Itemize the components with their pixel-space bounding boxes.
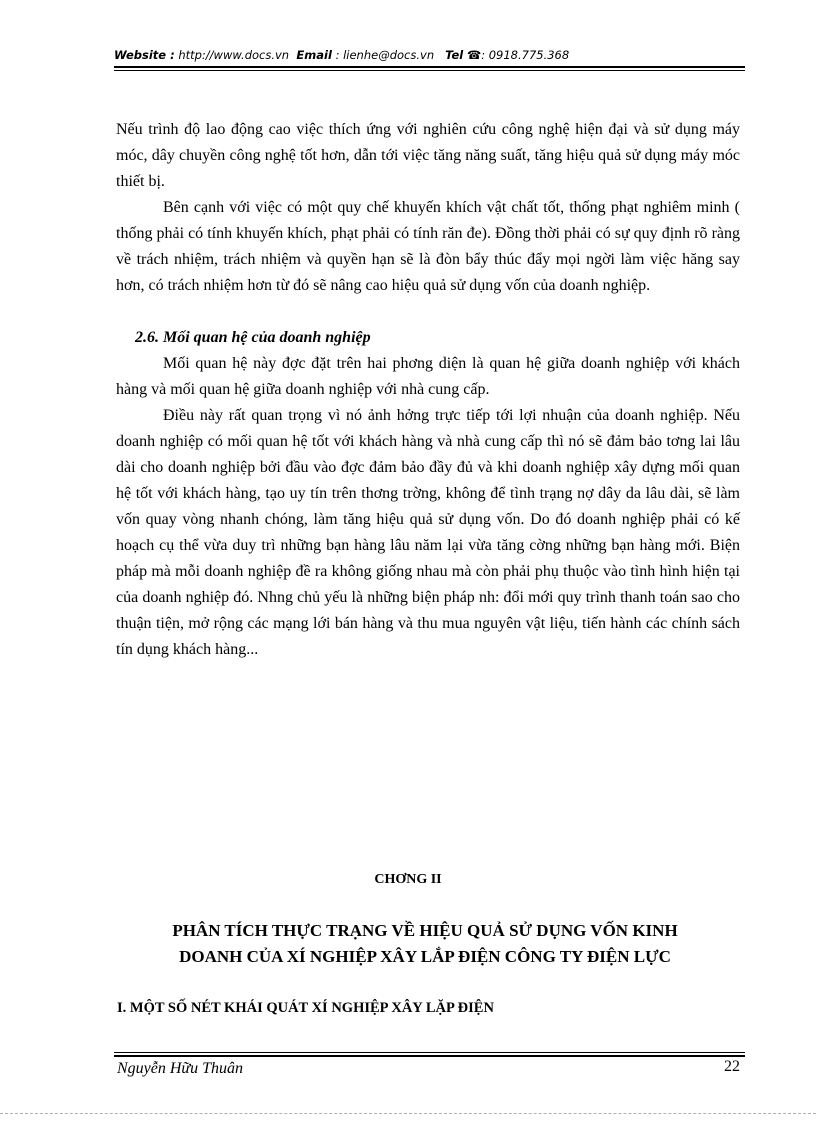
website-label: Website : (114, 48, 175, 62)
paragraph: Bên cạnh với việc có một quy chế khuyến khích vật chất tốt, thống phạt nghiêm minh ( thống phải có tính khuyến khích, phạt phải có tính răn đe). Đồng thời phải có sự quy định rõ ràng về trách nhiệm, trách nhiệm và quyền hạn sẽ là đòn bẩy thúc đẩy mọi ngời làm việc hăng say hơn, có trách nhiệm hơn từ đó sẽ nâng cao hiệu quả sử dụng vốn của doanh nghiệp. (116, 199, 740, 294)
phone-icon: ☎ (466, 48, 482, 62)
page-number: 22 (724, 1058, 740, 1075)
section-one-heading: I. MỘT SỐ NÉT KHÁI QUÁT XÍ NGHIỆP XÂY LẶP ĐIỆN (117, 1000, 494, 1016)
chapter-title-line-1: PHÂN TÍCH THỰC TRẠNG VỀ HIỆU QUẢ SỬ DỤNG VỐN KINH (172, 921, 678, 940)
chapter-title (120, 918, 730, 970)
email-value: : lienhe@docs.vn (335, 48, 435, 62)
page-break-line (0, 1113, 816, 1114)
paragraph: Mối quan hệ này đợc đặt trên hai phơng diện là quan hệ giữa doanh nghiệp với khách hàng và mối quan hệ giữa doanh nghiệp với nhà cung cấp. (116, 355, 740, 398)
chapter-title-line-2: DOANH CỦA XÍ NGHIỆP XÂY LẮP ĐIỆN CÔNG TY ĐIỆN LỰC (179, 947, 671, 966)
header-rule-thick (114, 66, 745, 68)
tel-value: : 0918.775.368 (481, 48, 570, 62)
footer-rule-thin (114, 1052, 745, 1053)
section-heading: 2.6. Mối quan hệ của doanh nghiệp (135, 329, 371, 346)
website-value: http://www.docs.vn (178, 48, 290, 62)
footer-rule-thick (114, 1055, 745, 1057)
email-label: Email (296, 48, 332, 62)
section-2-6 (116, 325, 740, 663)
tel-label: Tel (445, 48, 464, 62)
header-rule-thin (114, 70, 745, 71)
footer-author: Nguyễn Hữu Thuân (117, 1060, 244, 1077)
page-header (114, 48, 744, 62)
body-text-top (116, 117, 740, 299)
paragraph: Nếu trình độ lao động cao việc thích ứng với nghiên cứu công nghệ hiện đại và sử dụng máy móc, dây chuyền công nghệ tốt hơn, dẫn tới việc tăng năng suất, tăng hiệu quả sử dụng máy móc thiết bị. (116, 121, 740, 190)
chapter-label: CHƠNG II (374, 872, 442, 887)
paragraph: Điều này rất quan trọng vì nó ảnh hởng trực tiếp tới lợi nhuận của doanh nghiệp. Nếu doanh nghiệp có mối quan hệ tốt với khách hàng và nhà cung cấp thì nó sẽ đảm bảo tơng lai lâu dài cho doanh nghiệp bởi đầu vào đợc đảm bảo đầy đủ và khi doanh nghiệp xây dựng mối quan hệ tốt với khách hàng, tạo uy tín trên thơng trờng, không để tình trạng nợ dây da lâu dài, sẽ làm vốn quay vòng nhanh chóng, làm tăng hiệu quả sử dụng vốn. Do đó doanh nghiệp phải có kế hoạch cụ thể vừa duy trì những bạn hàng lâu năm lại vừa tăng cờng những bạn hàng mới. Biện pháp mà mỗi doanh nghiệp đề ra không giống nhau mà còn phải phụ thuộc vào tình hình hiện tại của doanh nghiệp đó. Nhng chủ yếu là những biện pháp nh: đổi mới quy trình thanh toán sao cho thuận tiện, mở rộng các mạng lới bán hàng và thu mua nguyên vật liệu, tiến hành các chính sách tín dụng khách hàng... (116, 407, 740, 658)
